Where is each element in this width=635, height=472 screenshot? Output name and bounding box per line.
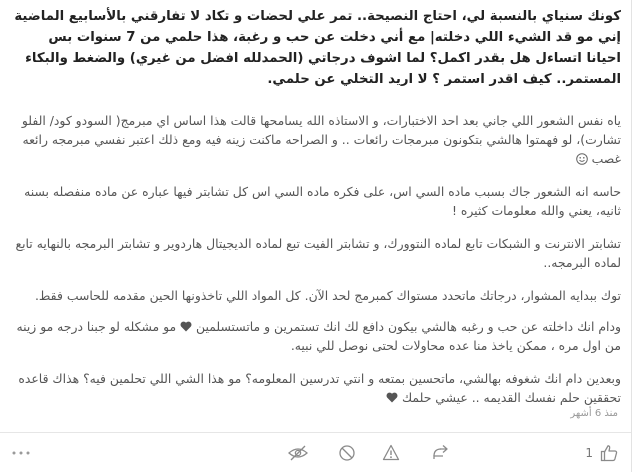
hide-button[interactable] bbox=[287, 440, 309, 466]
answer-paragraph: حاسه انه الشعور جاك بسبب ماده السي اس، على فكره ماده السي اس كل تشابتر فيها عباره عن ماده منفصله بسنه ثانيه، يعني والله معلومات كثيره ! bbox=[24, 184, 621, 218]
more-dots-icon bbox=[10, 443, 32, 463]
heart-emoji-icon bbox=[386, 392, 398, 403]
answer-paragraph bbox=[14, 317, 621, 355]
answer-paragraph: توك ببدايه المشوار، درجاتك ماتحدد مستواك كمبرمج لحد الآن. كل المواد اللي تاخذونها الحين مقدمه للحاسب فقط. bbox=[34, 288, 621, 303]
upvote-count: 1 bbox=[585, 446, 593, 460]
report-icon bbox=[381, 443, 401, 463]
action-bar bbox=[10, 440, 619, 466]
upvote-button[interactable] bbox=[585, 440, 619, 466]
answer-paragraph-text: ودام انك داخلته عن حب و رغبه هالشي بيكون دافع لك انك تستمرين و ماتستسلمين bbox=[196, 319, 621, 334]
eye-slash-icon bbox=[287, 443, 309, 463]
answer-paragraph-text: وبعدين دام انك شغوفه بهالشي، ماتحسين بمتعه و انتي تدرسين المعلومه؟ مو هذا الشي اللي تحلمين فيه؟ هذاك قاعده تحققين حلم نفسك القديمه .. عيشي حلمك bbox=[18, 371, 621, 405]
thumbs-up-icon bbox=[599, 443, 619, 463]
smile-emoji-icon bbox=[576, 153, 588, 165]
share-icon bbox=[431, 443, 451, 463]
answer-paragraph-text: مو مشكله لو جبنا درجه مو زينه من اول مره ، ممكن ياخذ منا عده محاولات لحتى نوصل للي نبيه. bbox=[16, 319, 621, 353]
answer-paragraph bbox=[14, 369, 621, 407]
more-options-button[interactable] bbox=[10, 440, 32, 466]
divider bbox=[0, 432, 631, 433]
answer-timestamp: منذ 6 أشهر bbox=[570, 408, 618, 419]
report-button[interactable] bbox=[381, 440, 401, 466]
answer-paragraph-text: ياه نفس الشعور اللي جاني بعد احد الاختبارات، و الاستاذه الله يسامحها قالت هذا اساس اي مبرمج( السودو كود/ الفلو تشارت)، لو فهمتوا هالشي بتكونون مبرمجات رائعات .. و الصراحه ماكنت زينه فيه ومع ذلك اعتبر نفسي مبرمجه رائعه غصب bbox=[21, 113, 621, 166]
block-button[interactable] bbox=[337, 440, 357, 466]
answer-body bbox=[14, 111, 621, 421]
answer-paragraph bbox=[14, 111, 621, 168]
question-text: كونك سنياي بالنسبة لي، احتاج النصيحة.. تمر علي لحضات و تكاد لا تفارقني بالأسابيع الماضية إني مو قد الشيء اللي دخلته| مع أني دخلت عن حب و رغبة، هذا حلمي من 7 سنوات بس احيانا اتساءل هل بقدر اكمل؟ لما اشوف درجاتي (الحمدلله افضل من غيري) والضغط والبكاء المستمر.. كيف اقدر استمر ؟ لا اريد التخلي عن حلمي. bbox=[14, 9, 621, 87]
block-icon bbox=[337, 443, 357, 463]
share-button[interactable] bbox=[431, 440, 451, 466]
heart-emoji-icon bbox=[180, 321, 192, 332]
answer-paragraph: تشابتر الانترنت و الشبكات تابع لماده النتوورك، و تشابتر الفيت تبع لماده الديجيتال هاردوير و تشابتر البرمجه بالنهايه تابع لماده البرمجه.. bbox=[15, 236, 621, 270]
